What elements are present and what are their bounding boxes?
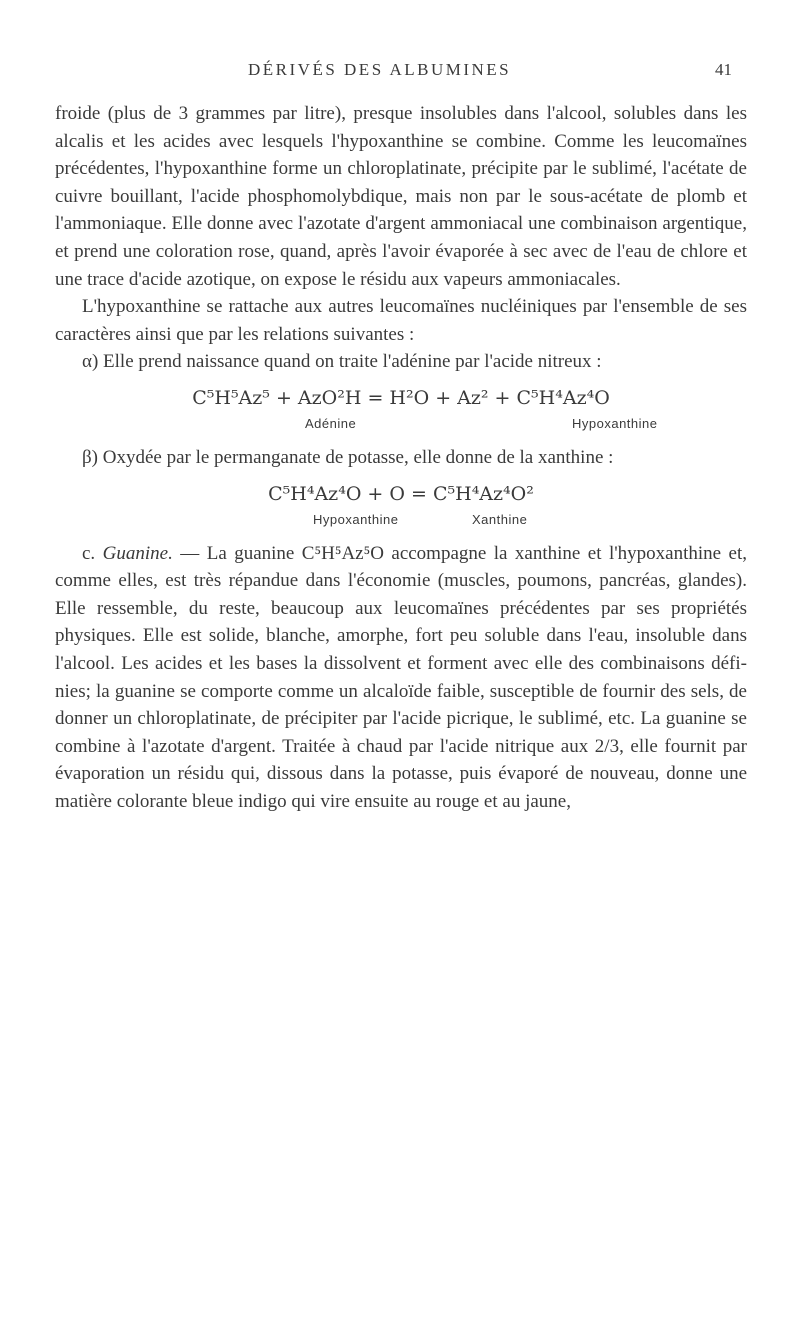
paragraph-alpha: α) Elle prend naissance quand on traite l'adénine par l'acide nitreux :	[82, 351, 602, 373]
paragraph-hypoxanthine-relations: L'hypoxanthine se rattache aux autres leucomaïnes nucléiniques par l'ensemble de ses caractères ainsi que par les relations suivantes :	[55, 296, 747, 345]
formula-hypoxanthine-to-xanthine: C⁵H⁴Az⁴O + O = C⁵H⁴Az⁴O²	[268, 482, 534, 505]
page-body	[55, 100, 747, 815]
formula-1-captions	[55, 410, 747, 430]
caption-xanthine: Xanthine	[472, 511, 528, 527]
running-header	[0, 60, 800, 84]
formula-adenine-to-hypoxanthine: C⁵H⁵Az⁵ + AzO²H = H²O + Az² + C⁵H⁴Az⁴O	[192, 386, 610, 409]
formula-2-captions	[55, 506, 747, 526]
paragraph-beta: β) Oxydée par le permanganate de potasse, elle donne de la xanthine :	[82, 446, 614, 468]
caption-adenine: Adénine	[305, 415, 357, 431]
guanine-text: — La guanine C⁵H⁵Az⁵O accompagne la xanthine et l'hypoxanthine et, comme elles, est très répandue dans l'économie (muscles, poumons, pancréas, glandes). Elle ressemble, du reste, beaucoup aux leucomaïnes précédentes par ses propriétés physiques. Elle est solide, blanche, amorphe, fort peu soluble dans l'eau, insoluble dans l'alcool. Les acides et les bases la dissolvent et forment avec elle des combinaisons définies; la guanine se comporte comme un alcaloïde faible, susceptible de fournir des sels, de donner un chloroplatinate, de précipiter par l'acide picrique, le sublimé, etc. La guanine se combine à l'azotate d'argent. Traitée à chaud par l'acide nitrique aux 2/3, elle fournit par évaporation un résidu qui, dissous dans la potasse, puis évaporé de nouveau, donne une matière colorante bleue indigo qui vire ensuite au rouge et au jaune,	[55, 542, 747, 812]
paragraph-guanine	[55, 540, 747, 816]
caption-hypoxanthine: Hypoxanthine	[572, 415, 658, 431]
caption-hypoxanthine-2: Hypoxanthine	[313, 511, 399, 527]
page-number: 41	[715, 60, 732, 79]
paragraph-hypoxanthine-properties: froide (plus de 3 grammes par litre), presque insolubles dans l'alcool, solubles dans les alcalis et les acides avec lesquels l'hypoxanthine se combine. Comme les leucomaïnes précédentes, l'hypoxanthine forme un chloroplatinate, précipite par le sublimé, l'acétate de cuivre bouillant, l'acide phosphomolybdique, mais non par le sous-acétate de plomb et l'ammoniaque. Elle donne avec l'azotate d'argent ammoniacal une combinaison argentique, et prend une coloration rose, quand, après l'avoir évaporée à sec avec de l'eau de chlore et une trace d'acide azotique, on expose le résidu aux vapeurs ammoniacales.	[55, 103, 747, 290]
section-label: c.	[82, 542, 96, 564]
running-title: DÉRIVÉS DES ALBUMINES	[248, 60, 512, 79]
section-term-guanine: Guanine.	[102, 542, 173, 564]
